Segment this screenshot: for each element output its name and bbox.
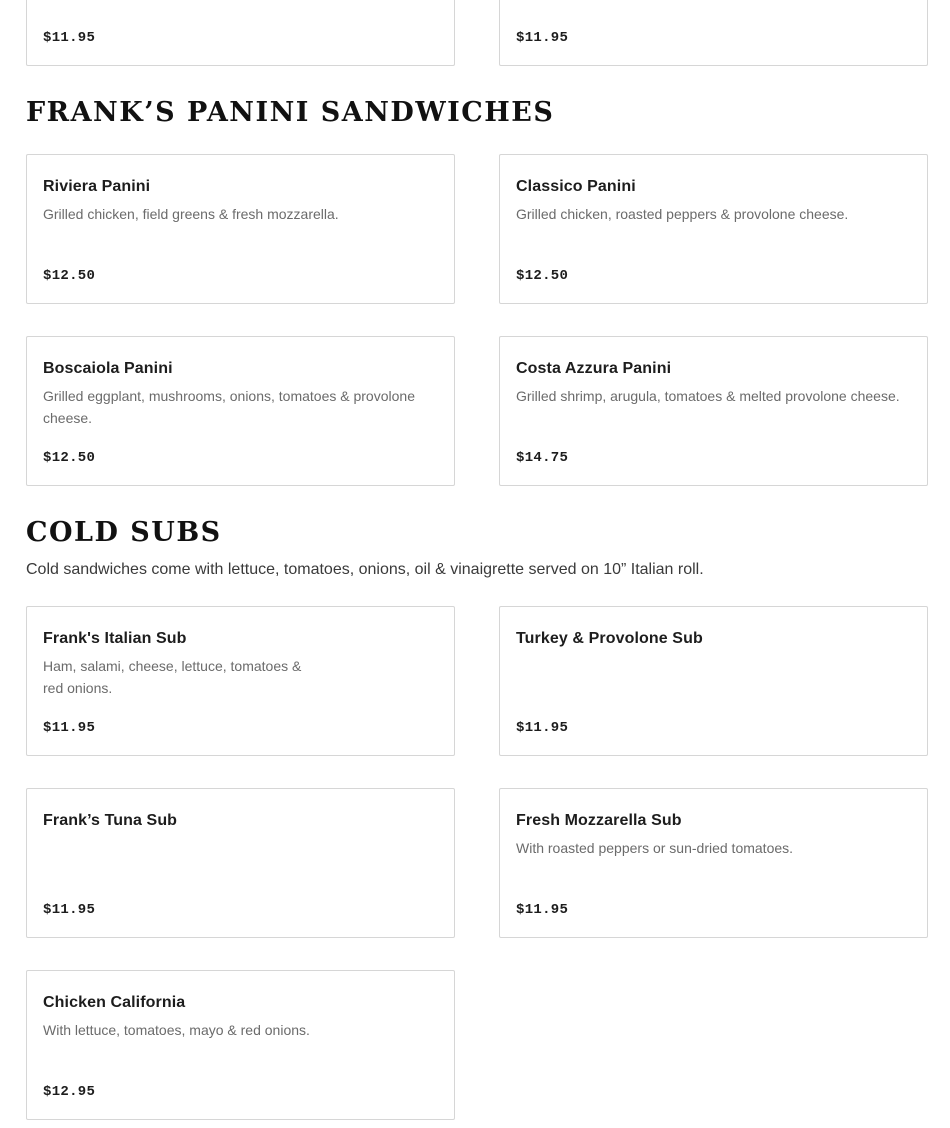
- item-description: Grilled shrimp, arugula, tomatoes & melted provolone cheese.: [516, 388, 900, 404]
- section-title-cold-subs: COLD SUBS: [26, 517, 222, 548]
- item-description: Grilled chicken, field greens & fresh mozzarella.: [43, 206, 339, 222]
- item-description: Grilled chicken, roasted peppers & provolone cheese.: [516, 206, 849, 222]
- item-name: Turkey & Provolone Sub: [516, 630, 703, 647]
- menu-item-card[interactable]: [26, 336, 455, 486]
- item-price: $12.50: [43, 450, 96, 466]
- item-name: Classico Panini: [516, 178, 636, 195]
- item-name: Riviera Panini: [43, 178, 151, 195]
- menu-item-card[interactable]: [26, 970, 455, 1120]
- section-subtitle-cold-subs: Cold sandwiches come with lettuce, tomatoes, onions, oil & vinaigrette served on 10” Italian roll.: [26, 561, 704, 578]
- item-price: $12.50: [516, 268, 569, 284]
- menu-item-card[interactable]: [26, 788, 455, 938]
- item-name: Frank’s Tuna Sub: [43, 812, 178, 829]
- item-name: Fresh Mozzarella Sub: [516, 812, 682, 829]
- item-description: Ham, salami, cheese, lettuce, tomatoes & red onions.: [43, 658, 302, 696]
- menu-item-card[interactable]: [26, 0, 455, 66]
- menu-grid-panini: [26, 154, 928, 486]
- item-description: Grilled eggplant, mushrooms, onions, tomatoes & provolone cheese.: [43, 388, 415, 426]
- item-name: Chicken California: [43, 994, 186, 1011]
- menu-item-card[interactable]: [499, 336, 928, 486]
- menu-item-card[interactable]: [499, 154, 928, 304]
- item-description: With lettuce, tomatoes, mayo & red onions.: [43, 1022, 310, 1038]
- menu-item-card[interactable]: [499, 788, 928, 938]
- item-name: Frank's Italian Sub: [43, 630, 187, 647]
- menu-grid-previous: [26, 0, 928, 66]
- item-price: $11.95: [516, 902, 569, 918]
- menu-item-card[interactable]: [499, 606, 928, 756]
- item-name: Boscaiola Panini: [43, 360, 173, 377]
- item-price: $11.95: [43, 30, 96, 46]
- item-price: $12.95: [43, 1084, 96, 1100]
- item-price: $14.75: [516, 450, 569, 466]
- section-title-panini: FRANK’S PANINI SANDWICHES: [26, 97, 555, 128]
- item-price: $12.50: [43, 268, 96, 284]
- menu-item-card[interactable]: [499, 0, 928, 66]
- menu-item-card[interactable]: [26, 606, 455, 756]
- item-price: $11.95: [516, 30, 569, 46]
- item-price: $11.95: [43, 902, 96, 918]
- item-price: $11.95: [516, 720, 569, 736]
- item-description: With roasted peppers or sun-dried tomatoes.: [516, 840, 794, 856]
- item-price: $11.95: [43, 720, 96, 736]
- menu-item-card[interactable]: [26, 154, 455, 304]
- item-name: Costa Azzura Panini: [516, 360, 672, 377]
- menu-grid-cold-subs: [26, 606, 928, 1120]
